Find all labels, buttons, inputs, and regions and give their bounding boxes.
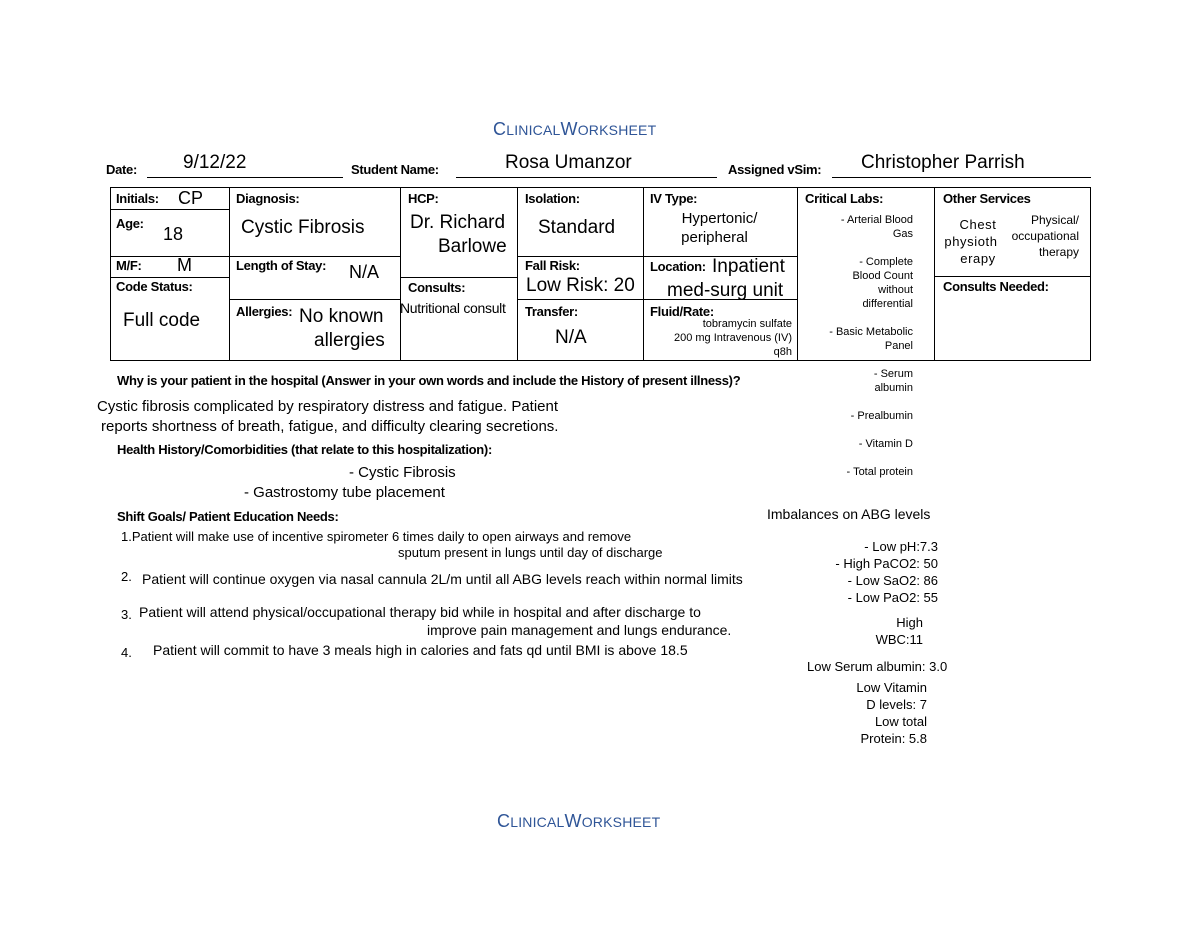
- isolation-label: Isolation:: [525, 191, 580, 206]
- critical-lab-item: - Vitamin D: [858, 438, 913, 450]
- shift-goals-label: Shift Goals/ Patient Education Needs:: [117, 509, 339, 524]
- other-services-field-line2: physioth: [944, 234, 998, 249]
- fluid-rate-field-line3: q8h: [773, 346, 792, 358]
- hcp-field-line2: Barlowe: [438, 236, 507, 257]
- length-of-stay-field[interactable]: N/A: [349, 262, 380, 282]
- hcp-field[interactable]: Dr. Richard: [410, 212, 506, 233]
- fluid-rate-label: Fluid/Rate:: [650, 304, 714, 319]
- assigned-vsim-field[interactable]: Christopher Parrish: [861, 152, 1025, 173]
- abg-item: - Low pH:7.3: [864, 539, 938, 554]
- goal-4-number: 4.: [121, 645, 132, 660]
- goal-1: 1.Patient will make use of incentive spirometer 6 times daily to open airways and remove: [121, 529, 632, 544]
- goal-2: Patient will continue oxygen via nasal cannula 2L/m until all ABG levels reach within normal limits: [142, 571, 743, 587]
- other-services-field-b: Physical/: [1030, 213, 1079, 227]
- other-services-label: Other Services: [943, 191, 1031, 206]
- location-label: Location:: [650, 259, 706, 274]
- abg-protein: Low total: [874, 714, 927, 729]
- critical-lab-item: - Arterial Blood: [840, 214, 913, 226]
- allergies-field-line2: allergies: [314, 330, 385, 351]
- abg-heading: Imbalances on ABG levels: [767, 506, 931, 522]
- hcp-label: HCP:: [408, 191, 439, 206]
- abg-protein-line2: Protein: 5.8: [860, 731, 927, 746]
- date-field[interactable]: 9/12/22: [183, 152, 247, 173]
- why-hospital-label: Why is your patient in the hospital (Answer in your own words and include the History of present illness)?: [117, 373, 741, 388]
- worksheet-title-footer: CLINICALWORKSHEET: [497, 811, 661, 831]
- why-hospital-field[interactable]: Cystic fibrosis complicated by respiratory distress and fatigue. Patient: [97, 398, 559, 415]
- iv-type-field[interactable]: Hypertonic/: [681, 210, 758, 227]
- other-services-field-b2: occupational: [1011, 229, 1079, 243]
- critical-lab-item: Blood Count: [852, 270, 913, 282]
- goal-3-number: 3.: [121, 607, 132, 622]
- fluid-rate-field-line2: 200 mg Intravenous (IV): [673, 332, 792, 344]
- diagnosis-field[interactable]: Cystic Fibrosis: [241, 217, 365, 238]
- abg-item: - Low SaO2: 86: [847, 573, 938, 588]
- worksheet-title: CLINICALWORKSHEET: [493, 119, 657, 139]
- mf-field[interactable]: M: [177, 255, 192, 275]
- abg-vitamin-d: Low Vitamin: [856, 680, 927, 695]
- goal-1-line2: sputum present in lungs until day of discharge: [398, 545, 663, 560]
- code-status-field[interactable]: Full code: [123, 310, 201, 331]
- transfer-field[interactable]: N/A: [555, 327, 587, 348]
- health-history-item: - Cystic Fibrosis: [349, 464, 456, 481]
- critical-lab-item: Panel: [884, 340, 913, 352]
- health-history-label: Health History/Comorbidities (that relate to this hospitalization):: [117, 442, 492, 457]
- other-services-field[interactable]: Chest: [959, 217, 997, 232]
- critical-lab-item: - Serum: [873, 368, 913, 380]
- other-services-field-b3: therapy: [1038, 245, 1079, 259]
- consults-label: Consults:: [408, 280, 466, 295]
- student-name-label: Student Name:: [351, 162, 439, 177]
- patient-info-table: [110, 187, 1091, 361]
- location-field-line2: med-surg unit: [667, 280, 784, 301]
- assigned-vsim-label: Assigned vSim:: [728, 162, 822, 177]
- critical-lab-item: - Prealbumin: [850, 410, 913, 422]
- allergies-label: Allergies:: [236, 304, 293, 319]
- abg-vitamin-d-line2: D levels: 7: [866, 697, 927, 712]
- abg-item: - Low PaO2: 55: [847, 590, 938, 605]
- critical-lab-item: differential: [862, 298, 913, 310]
- goal-4: Patient will commit to have 3 meals high in calories and fats qd until BMI is above 18.5: [153, 642, 688, 658]
- allergies-field[interactable]: No known: [299, 306, 384, 327]
- goal-3-line2: improve pain management and lungs endurance.: [427, 622, 732, 638]
- diagnosis-label: Diagnosis:: [236, 191, 300, 206]
- student-name-field[interactable]: Rosa Umanzor: [505, 152, 632, 173]
- critical-lab-item: - Basic Metabolic: [829, 326, 913, 338]
- fall-risk-field[interactable]: Low Risk: 20: [526, 275, 635, 296]
- initials-field[interactable]: CP: [178, 188, 204, 208]
- abg-wbc-line2: WBC:11: [875, 632, 923, 647]
- fall-risk-label: Fall Risk:: [525, 258, 580, 273]
- consults-field[interactable]: Nutritional consult: [400, 300, 506, 316]
- abg-albumin: Low Serum albumin: 3.0: [807, 659, 948, 674]
- critical-lab-item: - Complete: [859, 256, 913, 268]
- why-hospital-field-line2: reports shortness of breath, fatigue, and difficulty clearing secretions.: [101, 418, 559, 435]
- iv-type-field-line2: peripheral: [681, 229, 748, 246]
- abg-wbc: High: [896, 615, 923, 630]
- length-of-stay-label: Length of Stay:: [236, 258, 327, 273]
- location-field[interactable]: Inpatient: [712, 256, 785, 277]
- iv-type-label: IV Type:: [650, 191, 698, 206]
- isolation-field[interactable]: Standard: [538, 217, 616, 238]
- critical-labs-label: Critical Labs:: [805, 191, 884, 206]
- abg-item: - High PaCO2: 50: [835, 556, 938, 571]
- age-field[interactable]: 18: [163, 224, 184, 244]
- health-history-item: - Gastrostomy tube placement: [244, 484, 445, 501]
- consults-needed-label: Consults Needed:: [943, 279, 1049, 294]
- other-services-field-line3: erapy: [960, 251, 996, 266]
- goal-3: Patient will attend physical/occupational therapy bid while in hospital and after discharge to: [139, 604, 701, 620]
- critical-lab-item: - Total protein: [846, 466, 913, 478]
- critical-lab-item: Gas: [892, 228, 913, 240]
- date-label: Date:: [106, 162, 138, 177]
- initials-label: Initials:: [116, 191, 159, 206]
- critical-lab-item: without: [878, 284, 913, 296]
- code-status-label: Code Status:: [116, 279, 193, 294]
- age-label: Age:: [116, 216, 144, 231]
- fluid-rate-field[interactable]: tobramycin sulfate: [702, 318, 792, 330]
- transfer-label: Transfer:: [525, 304, 578, 319]
- goal-2-number: 2.: [121, 569, 132, 584]
- critical-lab-item: albumin: [874, 382, 913, 394]
- mf-label: M/F:: [116, 258, 142, 273]
